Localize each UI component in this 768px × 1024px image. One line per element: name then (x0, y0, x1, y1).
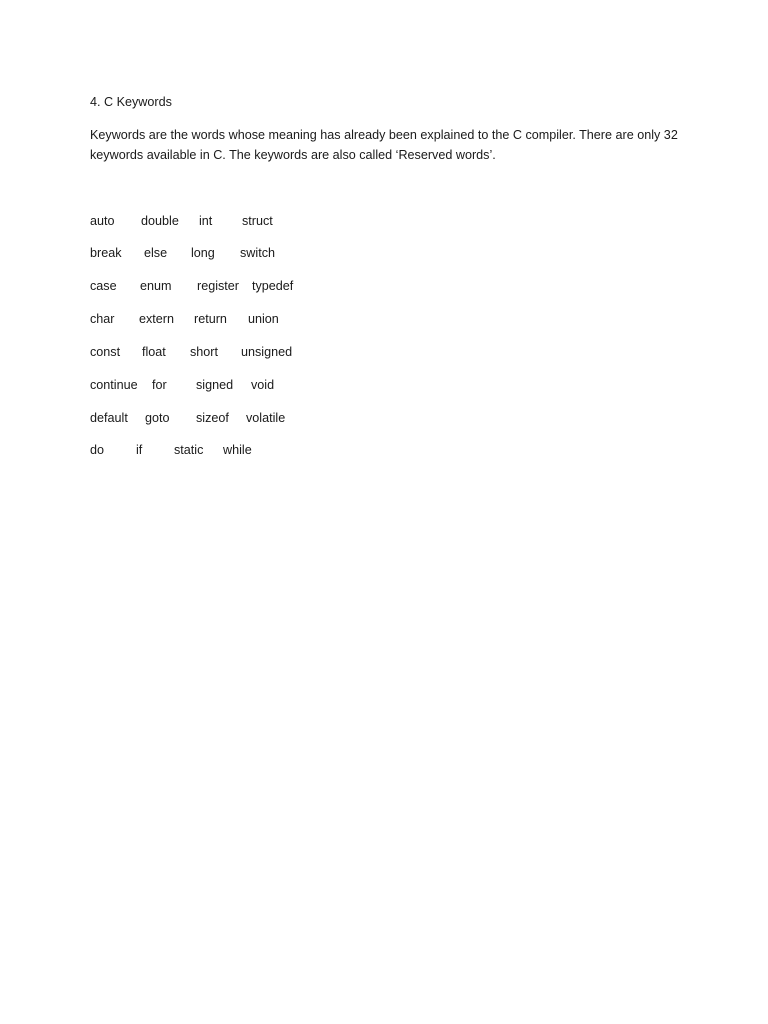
keyword-row (90, 409, 390, 427)
keyword: volatile (246, 411, 286, 425)
keyword: union (248, 312, 279, 326)
keyword: for (152, 378, 167, 392)
keyword-row (90, 376, 390, 394)
keyword: continue (90, 378, 138, 392)
keyword: typedef (252, 279, 294, 293)
keyword: sizeof (196, 411, 229, 425)
keyword: return (194, 312, 227, 326)
keyword-row (90, 441, 390, 459)
keyword: enum (140, 279, 172, 293)
keyword: static (174, 443, 204, 457)
keyword: double (141, 214, 179, 228)
keyword-row (90, 343, 390, 361)
keyword: short (190, 345, 218, 359)
keyword: signed (196, 378, 234, 392)
keyword: while (223, 443, 252, 457)
keyword-row (90, 310, 390, 328)
keyword: if (136, 443, 143, 457)
keyword: auto (90, 214, 115, 228)
keyword: extern (139, 312, 175, 326)
keyword: unsigned (241, 345, 293, 359)
keyword: case (90, 279, 117, 293)
section-heading: 4. C Keywords (90, 95, 172, 109)
keyword: register (197, 279, 239, 293)
keyword: long (191, 246, 215, 260)
intro-paragraph: Keywords are the words whose meaning has already been explained to the C compiler. There are only 32 keywords available in C. The keywords are also called ‘Reserved words’. (90, 128, 678, 162)
keyword-row (90, 277, 390, 295)
keyword-row (90, 212, 390, 230)
keyword: switch (240, 246, 275, 260)
keyword: default (90, 411, 128, 425)
keyword: else (144, 246, 168, 260)
keyword: break (90, 246, 122, 260)
keyword: goto (145, 411, 170, 425)
keyword: int (199, 214, 213, 228)
keyword: const (90, 345, 121, 359)
keyword: void (251, 378, 275, 392)
keyword: char (90, 312, 115, 326)
keyword-row (90, 244, 390, 262)
keyword: float (142, 345, 166, 359)
keyword: do (90, 443, 105, 457)
keyword: struct (242, 214, 273, 228)
